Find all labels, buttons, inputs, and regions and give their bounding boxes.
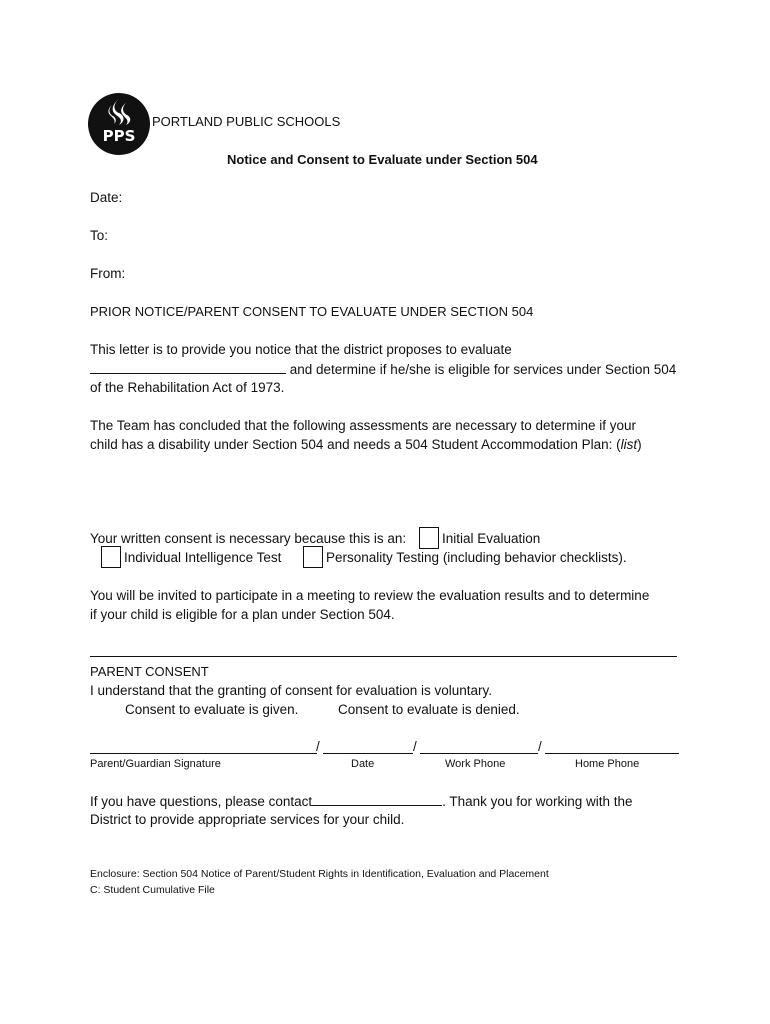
divider-line bbox=[90, 656, 677, 657]
assessment-line-2-text: child has a disability under Section 504 and needs a 504 Student Accommodation Plan: ( bbox=[90, 437, 621, 452]
signature-label: Parent/Guardian Signature bbox=[90, 758, 221, 770]
list-word: list bbox=[620, 437, 638, 452]
cc-note: C: Student Cumulative File bbox=[90, 884, 215, 896]
separator-2: / bbox=[413, 739, 417, 754]
intelligence-test-label: Individual Intelligence Test bbox=[124, 550, 282, 565]
initial-evaluation-checkbox[interactable] bbox=[419, 527, 439, 549]
home-phone-line[interactable] bbox=[545, 753, 679, 754]
work-phone-label: Work Phone bbox=[445, 758, 506, 770]
questions-line-2: District to provide appropriate services for your child. bbox=[90, 812, 405, 827]
logo-text: PPS bbox=[102, 127, 136, 145]
student-name-blank[interactable] bbox=[90, 361, 286, 374]
notice-line-3: of the Rehabilitation Act of 1973. bbox=[90, 380, 285, 395]
assessment-line-2 bbox=[90, 437, 642, 452]
work-phone-line[interactable] bbox=[420, 753, 538, 754]
contact-blank[interactable] bbox=[312, 793, 442, 806]
consent-given-option[interactable]: Consent to evaluate is given. bbox=[125, 702, 299, 717]
consent-statement: I understand that the granting of consent for evaluation is voluntary. bbox=[90, 683, 493, 698]
date-caption: Date bbox=[351, 758, 375, 770]
from-label: From: bbox=[90, 266, 126, 281]
personality-testing-checkbox[interactable] bbox=[303, 546, 323, 568]
to-label: To: bbox=[90, 228, 109, 243]
parent-consent-heading: PARENT CONSENT bbox=[90, 664, 209, 679]
date-line[interactable] bbox=[323, 753, 413, 754]
separator-3: / bbox=[538, 739, 542, 754]
consent-denied-option[interactable]: Consent to evaluate is denied. bbox=[338, 702, 520, 717]
signature-line[interactable] bbox=[90, 753, 317, 754]
meeting-line-1: You will be invited to participate in a meeting to review the evaluation results and to determine bbox=[90, 588, 650, 603]
questions-suffix: . Thank you for working with the bbox=[442, 794, 633, 809]
date-label: Date: bbox=[90, 190, 123, 205]
section-heading: PRIOR NOTICE/PARENT CONSENT TO EVALUATE UNDER SECTION 504 bbox=[90, 304, 534, 319]
enclosure-note: Enclosure: Section 504 Notice of Parent/Student Rights in Identification, Evaluation and Placement bbox=[90, 868, 549, 880]
meeting-line-2: if your child is eligible for a plan under Section 504. bbox=[90, 607, 395, 622]
intelligence-test-checkbox[interactable] bbox=[101, 546, 121, 568]
assessment-line-1: The Team has concluded that the following assessments are necessary to determine if your bbox=[90, 418, 637, 433]
questions-line-1 bbox=[90, 793, 633, 809]
consent-intro: Your written consent is necessary because this is an: bbox=[90, 531, 407, 546]
notice-line-1: This letter is to provide you notice that the district proposes to evaluate bbox=[90, 342, 512, 357]
initial-evaluation-label: Initial Evaluation bbox=[442, 531, 541, 546]
home-phone-label: Home Phone bbox=[575, 758, 640, 770]
questions-prefix: If you have questions, please contact bbox=[90, 794, 313, 809]
org-name: PORTLAND PUBLIC SCHOOLS bbox=[152, 114, 341, 129]
notice-line-2 bbox=[90, 361, 676, 377]
personality-testing-label: Personality Testing (including behavior checklists). bbox=[326, 550, 627, 565]
pps-logo bbox=[88, 93, 150, 155]
document-title: Notice and Consent to Evaluate under Section 504 bbox=[227, 152, 538, 167]
notice-line-2-text: and determine if he/she is eligible for services under Section 504 bbox=[286, 362, 677, 377]
separator-1: / bbox=[316, 739, 320, 754]
assessment-line-2-end: ) bbox=[637, 437, 642, 452]
flame-icon bbox=[88, 93, 150, 155]
